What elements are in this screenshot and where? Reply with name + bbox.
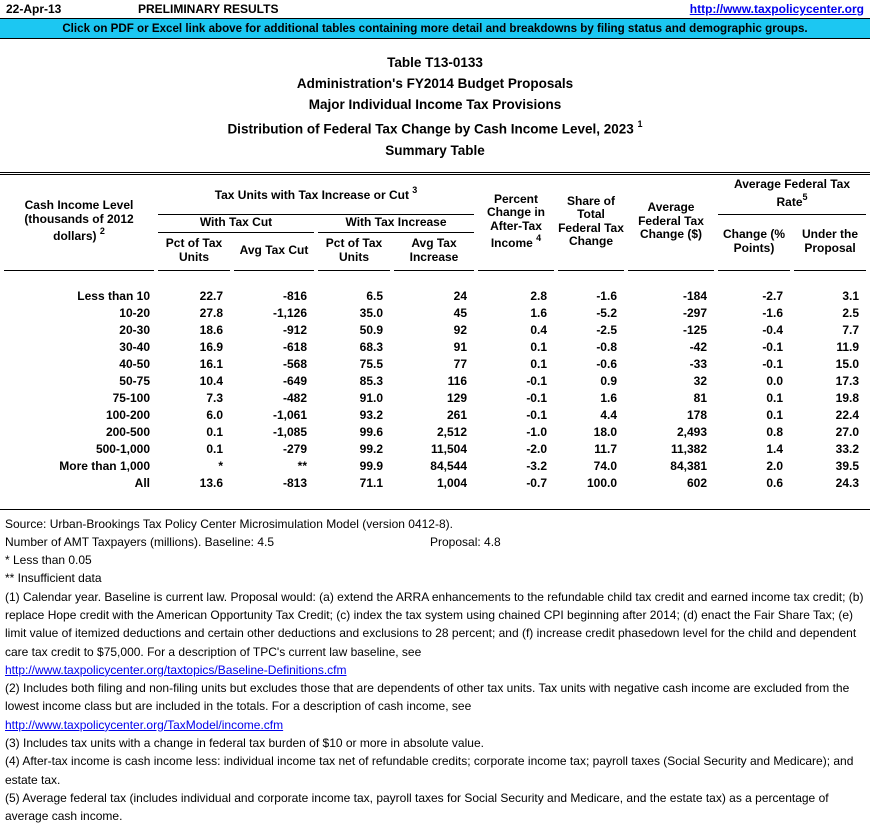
cell-value: 2.5 xyxy=(842,305,860,320)
cell-value: 0.1 xyxy=(206,424,223,439)
cell-value: 68.3 xyxy=(359,339,383,354)
income-level-label: Less than 10 xyxy=(77,288,150,303)
notes-container xyxy=(5,588,865,826)
cell-value: -1.6 xyxy=(762,305,783,320)
cell-value: -0.7 xyxy=(526,475,547,490)
cell-value: 11,504 xyxy=(430,441,467,456)
cell-value: 11.9 xyxy=(836,339,860,354)
cell-value: * xyxy=(218,458,223,473)
table-row xyxy=(4,356,866,373)
cell-value: -649 xyxy=(282,373,307,388)
cell-value: -2.0 xyxy=(526,441,547,456)
cell-value: 92 xyxy=(453,322,467,337)
cell-value: 99.2 xyxy=(359,441,383,456)
cell-value: -1,085 xyxy=(272,424,307,439)
title-block xyxy=(0,39,870,172)
amt-proposal-text: Proposal: 4.8 xyxy=(430,534,501,549)
table-row xyxy=(4,475,866,492)
header-avg-tax-increase: Avg Tax Increase xyxy=(394,233,474,271)
cell-value: 4.4 xyxy=(600,407,617,422)
cell-value: -1,126 xyxy=(272,305,307,320)
header-pct-change-after-tax-income: Percent Change in After-Tax Income $^4$ xyxy=(478,175,554,271)
cell-value: 11.7 xyxy=(594,441,617,456)
cell-value: 6.5 xyxy=(366,288,383,303)
income-level-label: 20-30 xyxy=(119,322,150,337)
date-text: 22-Apr-13 xyxy=(6,2,62,16)
cell-value: -1,061 xyxy=(272,407,307,422)
cell-value: -482 xyxy=(282,390,307,405)
cell-value: 261 xyxy=(446,407,467,422)
info-banner: Click on PDF or Excel link above for additional tables containing more detail and breakdowns by filing status and demographic groups. xyxy=(0,19,870,39)
footnote-link[interactable]: http://www.taxpolicycenter.org/TaxModel/income.cfm xyxy=(5,717,284,732)
cell-value: 35.0 xyxy=(359,305,383,320)
cell-value: 1.6 xyxy=(600,390,617,405)
cell-value: 27.8 xyxy=(199,305,223,320)
cell-value: -816 xyxy=(282,288,307,303)
footnote-text: (2) Includes both filing and non-filing units but excludes those that are dependents of other tax units. Tax units with negative cash income are excluded from the lowest income class but are included in the totals. For a description of cash income, see xyxy=(5,681,850,714)
amt-baseline-text: Number of AMT Taxpayers (millions). Baseline: 4.5 xyxy=(5,534,274,549)
table-row xyxy=(4,458,866,475)
header-under-the-proposal: Under the Proposal xyxy=(794,215,866,271)
cell-value: 16.1 xyxy=(199,356,223,371)
cell-value: 1.4 xyxy=(766,441,783,456)
cell-value: 7.7 xyxy=(842,322,860,337)
cell-value: 178 xyxy=(686,407,707,422)
cell-value: 15.0 xyxy=(835,356,860,371)
income-level-label: All xyxy=(134,475,150,490)
cell-value: 6.0 xyxy=(206,407,223,422)
cell-value: -0.1 xyxy=(526,407,547,422)
cell-value: 22.4 xyxy=(835,407,860,422)
income-level-label: 200-500 xyxy=(105,424,150,439)
header-pct-of-tax-units-cut: Pct of Tax Units xyxy=(158,233,230,271)
cell-value: 91 xyxy=(453,339,467,354)
star-note: * Less than 0.05 xyxy=(5,553,92,568)
cell-value: 11,382 xyxy=(670,441,707,456)
cell-value: 0.6 xyxy=(766,475,783,490)
cell-value: -1.0 xyxy=(526,424,547,439)
cell-value: 2.0 xyxy=(766,458,783,473)
income-level-label: 50-75 xyxy=(119,373,150,388)
cell-value: 2,512 xyxy=(436,424,467,439)
amt-taxpayers-line xyxy=(5,533,865,551)
header-with-tax-cut: With Tax Cut xyxy=(158,215,314,233)
title-line-provisions: Major Individual Income Tax Provisions xyxy=(308,97,562,112)
cell-value: 602 xyxy=(686,475,707,490)
cell-value: 91.0 xyxy=(359,390,383,405)
cell-value: -42 xyxy=(689,339,707,354)
cell-value: 129 xyxy=(446,390,467,405)
cell-value: -0.8 xyxy=(596,339,617,354)
header-tax-units-group: Tax Units with Tax Increase or Cut $^3$ xyxy=(158,175,474,215)
cell-value: 16.9 xyxy=(199,339,223,354)
cell-value: 1,004 xyxy=(436,475,467,490)
title-line-summary: Summary Table xyxy=(385,142,485,158)
header-avg-federal-tax-change: Average Federal Tax Change ($) xyxy=(628,175,714,271)
table-row xyxy=(4,424,866,441)
cell-value: -1.6 xyxy=(596,288,617,303)
cell-value: ** xyxy=(297,458,307,473)
cell-value: -125 xyxy=(682,322,707,337)
income-level-label: 100-200 xyxy=(105,407,150,422)
cell-value: 50.9 xyxy=(359,322,383,337)
tpc-url-link[interactable]: http://www.taxpolicycenter.org xyxy=(689,2,864,16)
cell-value: 0.1 xyxy=(530,339,547,354)
cell-value: -279 xyxy=(282,441,307,456)
cell-value: -813 xyxy=(282,475,307,490)
cell-value: 22.7 xyxy=(199,288,223,303)
cell-value: 24 xyxy=(453,288,467,303)
tpc-url-wrapper xyxy=(690,2,864,16)
cell-value: 99.9 xyxy=(359,458,383,473)
footnote-text: (5) Average federal tax (includes individual and corporate income tax, payroll taxes for Social Security and Medicare, and the estate tax) as a percentage of average cash income. xyxy=(5,790,829,824)
footnote-link-line xyxy=(5,661,865,679)
cell-value: 0.1 xyxy=(530,356,547,371)
cell-value: -297 xyxy=(682,305,707,320)
cell-value: 27.0 xyxy=(835,424,860,439)
cell-value: 81 xyxy=(693,390,707,405)
table-row xyxy=(4,441,866,458)
cell-value: 0.1 xyxy=(766,407,783,422)
cell-value: 3.1 xyxy=(842,288,860,303)
cell-value: 1.6 xyxy=(530,305,547,320)
cell-value: -3.2 xyxy=(526,458,547,473)
footnote-text: (1) Calendar year. Baseline is current law. Proposal would: (a) extend the ARRA enhancements to the refundable child tax credit and earned income tax credit; (b) replace Hope credit with the American Opportunity Tax Credit; (c) index the tax system using chained CPI beginning after 2014; (d) enact the Fair Share Tax; (e) limit value of itemized deductions and certain other deductions and exclusions to 28 percent; and (f) increase credit phasedown level for the child and dependent care tax credit to $75,000. For a description of TPC's current law baseline, see xyxy=(5,589,864,659)
cell-value: -0.1 xyxy=(526,373,547,388)
cell-value: 84,544 xyxy=(430,458,467,473)
header-avg-federal-tax-rate-group: Average Federal Tax Rate$^5$ xyxy=(718,175,866,215)
cell-value: 0.9 xyxy=(600,373,617,388)
cell-value: 0.0 xyxy=(766,373,783,388)
cell-value: 39.5 xyxy=(835,458,860,473)
income-level-label: 40-50 xyxy=(119,356,150,371)
header-change-points: Change (% Points) xyxy=(718,215,790,271)
cell-value: -5.2 xyxy=(596,305,617,320)
income-level-label: 75-100 xyxy=(112,390,150,405)
cell-value: 0.4 xyxy=(530,322,547,337)
cell-value: 0.1 xyxy=(206,441,223,456)
cell-value: 77 xyxy=(453,356,467,371)
cell-value: 71.1 xyxy=(359,475,383,490)
table-row xyxy=(4,373,866,390)
title-line-proposals: Administration's FY2014 Budget Proposals xyxy=(296,76,574,91)
spacer-row xyxy=(4,271,866,288)
income-level-label: 10-20 xyxy=(119,305,150,320)
cell-value: 0.1 xyxy=(766,390,783,405)
header-cash-income-level: Cash Income Level (thousands of 2012 dollars) $^2$ xyxy=(4,175,154,271)
table-row xyxy=(4,339,866,356)
cell-value: -0.1 xyxy=(526,390,547,405)
cell-value: 2.8 xyxy=(530,288,547,303)
footer-notes xyxy=(0,510,870,826)
cell-value: 93.2 xyxy=(359,407,383,422)
header-pct-of-tax-units-increase: Pct of Tax Units xyxy=(318,233,390,271)
header-share-of-total: Share of Total Federal Tax Change xyxy=(558,175,624,271)
footnote-text: (3) Includes tax units with a change in federal tax burden of $10 or more in absolute value. xyxy=(5,736,484,751)
table-row xyxy=(4,288,866,305)
cell-value: -568 xyxy=(282,356,307,371)
cell-value: 10.4 xyxy=(199,373,223,388)
cell-value: 32 xyxy=(693,373,707,388)
cell-value: 0.8 xyxy=(766,424,783,439)
preliminary-results-label: PRELIMINARY RESULTS xyxy=(138,2,279,16)
table-row xyxy=(4,407,866,424)
footnote-link[interactable]: http://www.taxpolicycenter.org/taxtopics/Baseline-Definitions.cfm xyxy=(5,662,347,677)
cell-value: 45 xyxy=(453,305,467,320)
table-row xyxy=(4,305,866,322)
cell-value: -0.1 xyxy=(762,339,783,354)
cell-value: -0.4 xyxy=(762,322,783,337)
header-avg-tax-cut: Avg Tax Cut xyxy=(234,233,314,271)
cell-value: 99.6 xyxy=(359,424,383,439)
cell-value: 18.6 xyxy=(199,322,223,337)
income-level-label: More than 1,000 xyxy=(59,458,150,473)
cell-value: 24.3 xyxy=(835,475,860,490)
cell-value: 74.0 xyxy=(593,458,617,473)
cell-value: 17.3 xyxy=(835,373,860,388)
cell-value: 33.2 xyxy=(835,441,860,456)
header-with-tax-increase: With Tax Increase xyxy=(318,215,474,233)
income-level-label: 500-1,000 xyxy=(95,441,150,456)
table-body xyxy=(4,271,866,509)
cell-value: 85.3 xyxy=(359,373,383,388)
table-number-title: Table T13-0133 xyxy=(387,55,483,70)
cell-value: -2.5 xyxy=(596,322,617,337)
title-line-distribution: Distribution of Federal Tax Change by Cash Income Level, 2023 $^1$ xyxy=(227,119,643,137)
cell-value: 116 xyxy=(447,373,467,388)
source-line: Source: Urban-Brookings Tax Policy Center Microsimulation Model (version 0412-8). xyxy=(5,516,453,531)
cell-value: -2.7 xyxy=(762,288,783,303)
cell-value: 7.3 xyxy=(206,390,223,405)
cell-value: -33 xyxy=(689,356,707,371)
spacer-row-bottom xyxy=(4,492,866,509)
table-row xyxy=(4,390,866,407)
data-table xyxy=(0,175,870,509)
cell-value: -618 xyxy=(282,339,307,354)
cell-value: 19.8 xyxy=(835,390,860,405)
cell-value: -0.6 xyxy=(596,356,617,371)
cell-value: -912 xyxy=(282,322,307,337)
footnote-text: (4) After-tax income is cash income less: individual income tax net of refundable credits; corporate income tax; payroll taxes (Social Security and Medicare); and estate tax. xyxy=(5,754,854,787)
cell-value: 18.0 xyxy=(593,424,617,439)
income-level-label: 30-40 xyxy=(119,339,150,354)
top-bar xyxy=(0,0,870,19)
cell-value: 2,493 xyxy=(676,424,707,439)
cell-value: 75.5 xyxy=(359,356,383,371)
cell-value: 100.0 xyxy=(586,475,617,490)
table-row xyxy=(4,322,866,339)
cell-value: -0.1 xyxy=(762,356,783,371)
cell-value: -184 xyxy=(682,288,707,303)
cell-value: 13.6 xyxy=(199,475,223,490)
cell-value: 84,381 xyxy=(670,458,707,473)
footnote-link-line xyxy=(5,716,865,734)
double-star-note: ** Insufficient data xyxy=(5,571,102,586)
